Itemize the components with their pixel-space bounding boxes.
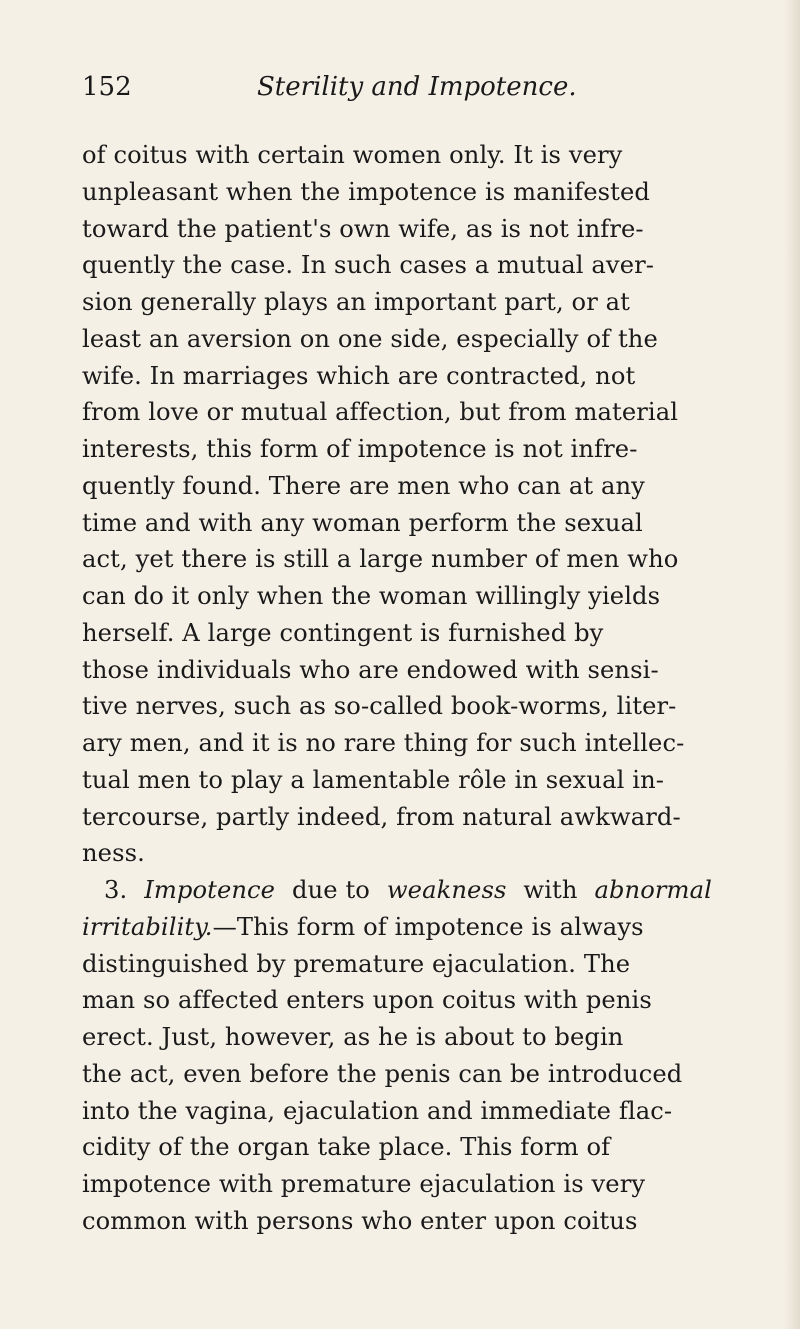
section-text: —This form of impotence is always — [212, 912, 644, 941]
text-line: quently found. There are men who can at any — [82, 471, 645, 500]
section-title-word: abnormal — [594, 876, 712, 904]
text-line: the act, even before the penis can be introduced — [82, 1059, 683, 1088]
text-line: toward the patient's own wife, as is not infre- — [82, 214, 644, 243]
text-line: distinguished by premature ejaculation. The — [82, 949, 631, 978]
running-title: Sterility and Impotence. — [257, 72, 577, 102]
text-line: interests, this form of impotence is not infre- — [82, 435, 638, 463]
section-title-word: with — [523, 876, 578, 904]
section-heading-line — [82, 909, 712, 946]
text-line: quently the case. In such cases a mutual aver- — [82, 251, 655, 280]
text-line: cidity of the organ take place. This form of — [82, 1133, 611, 1162]
text-line: erect. Just, however, as he is about to begin — [82, 1023, 624, 1051]
text-line: wife. In marriages which are contracted, not — [82, 361, 636, 390]
text-line: of coitus with certain women only. It is very — [82, 141, 623, 169]
section-title-word: due to — [292, 876, 370, 904]
text-line: herself. A large contingent is furnished by — [82, 618, 604, 647]
text-line: impotence with premature ejaculation is very — [82, 1170, 646, 1198]
section-heading-line — [82, 872, 712, 909]
section-title-word: irritability. — [82, 912, 213, 941]
text-line: tive nerves, such as so-called book-worms, liter- — [82, 692, 677, 721]
text-line: tercourse, partly indeed, from natural awkward- — [82, 802, 681, 831]
body-text — [82, 137, 712, 1240]
text-line: ary men, and it is no rare thing for such intellec- — [82, 729, 685, 757]
text-line: act, yet there is still a large number of men who — [82, 545, 679, 574]
text-line: unpleasant when the impotence is manifested — [82, 177, 650, 206]
text-line: time and with any woman perform the sexual — [82, 508, 643, 537]
text-line: ness. — [82, 839, 145, 868]
text-line: sion generally plays an important part, or at — [82, 288, 630, 316]
section-number: 3. — [104, 876, 128, 904]
text-line: those individuals who are endowed with sensi- — [82, 655, 659, 684]
running-head — [82, 72, 722, 112]
text-line: least an aversion on one side, especially of the — [82, 324, 658, 353]
text-line: man so affected enters upon coitus with penis — [82, 986, 652, 1015]
text-line: can do it only when the woman willingly yields — [82, 582, 661, 610]
text-line: from love or mutual affection, but from material — [82, 398, 679, 427]
text-line: common with persons who enter upon coitus — [82, 1206, 638, 1235]
section-title-word: Impotence — [144, 876, 276, 904]
section-title-word: weakness — [386, 876, 507, 904]
page-number: 152 — [82, 72, 132, 102]
text-line: into the vagina, ejaculation and immediate flac- — [82, 1096, 673, 1125]
page-edge-shadow — [784, 0, 800, 1329]
text-line: tual men to play a lamentable rôle in sexual in- — [82, 765, 665, 794]
